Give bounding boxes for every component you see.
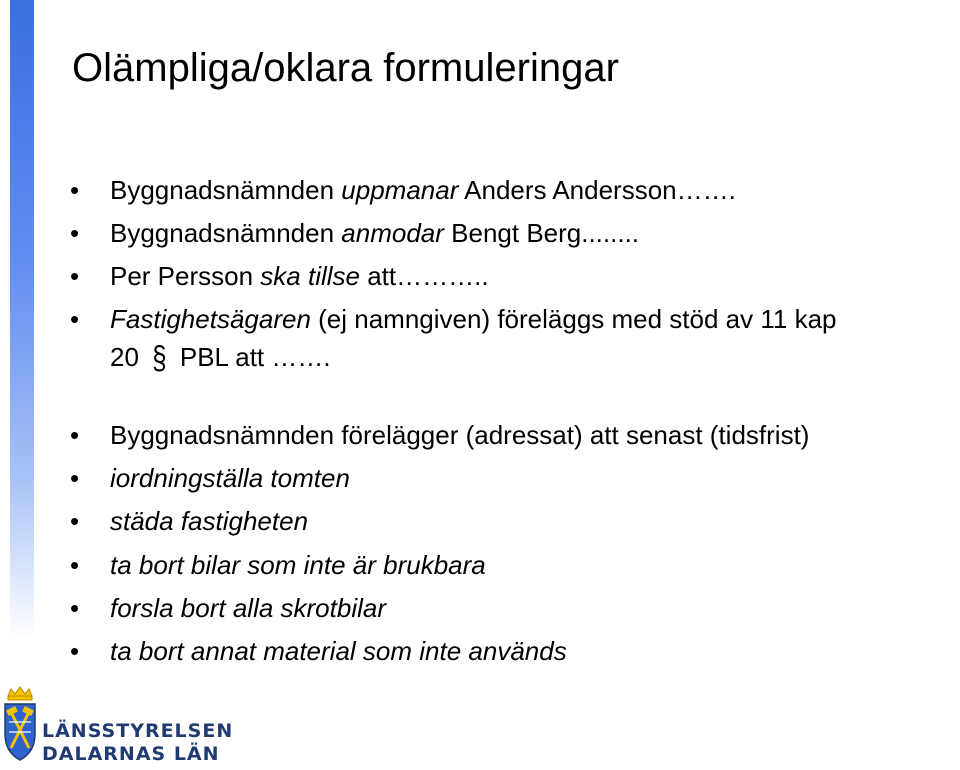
bullet-icon: • xyxy=(70,175,80,205)
continuation-text: 20 xyxy=(110,342,147,372)
bullet-icon: • xyxy=(70,261,80,291)
bullet-text-italic: anmodar xyxy=(341,218,444,248)
bullet-icon: • xyxy=(70,550,80,580)
slide-title: Olämpliga/oklara formuleringar xyxy=(72,46,619,90)
side-accent-bar xyxy=(10,0,34,640)
bullet-text-italic: ta bort bilar som inte är brukbara xyxy=(110,550,486,580)
bullet-icon: • xyxy=(70,506,80,536)
logo-line-1: LÄNSSTYRELSEN xyxy=(42,720,234,742)
lansstyrelsen-logo xyxy=(0,686,234,770)
bullet-text-italic: ta bort annat material som inte används xyxy=(110,636,567,666)
section-sign: § xyxy=(152,338,167,376)
bullet-icon: • xyxy=(70,218,80,248)
bullet-text-italic: iordningställa tomten xyxy=(110,463,350,493)
bullet-text-plain: att……….. xyxy=(360,261,489,291)
bullet-icon: • xyxy=(70,463,80,493)
coat-of-arms-icon xyxy=(0,686,40,770)
bullet-text-plain: Per Persson xyxy=(110,261,261,291)
bullet-icon: • xyxy=(70,636,80,666)
bullet-icon: • xyxy=(70,420,80,450)
continuation-text: PBL att ……. xyxy=(172,342,331,372)
bullet-icon: • xyxy=(70,593,80,623)
bullet-text-plain: Byggnadsnämnden förelägger (adressat) att senast (tidsfrist) xyxy=(110,420,810,450)
bullet-text-plain: (ej namngiven) föreläggs med stöd av 11 kap xyxy=(310,304,837,334)
bullet-text-italic: städa fastigheten xyxy=(110,506,309,536)
bullet-text-italic: Fastighetsägaren xyxy=(110,304,311,334)
bullet-text-plain: Anders Andersson……. xyxy=(458,175,736,205)
bullet-text-italic: uppmanar xyxy=(341,175,459,205)
bullet-text-italic: ska tillse xyxy=(260,261,360,291)
bullet-icon: • xyxy=(70,304,80,334)
logo-line-2: DALARNAS LÄN xyxy=(42,743,220,765)
bullet-text-plain: Bengt Berg........ xyxy=(443,218,640,248)
bullet-text-italic: forsla bort alla skrotbilar xyxy=(110,593,386,623)
bullet-continuation xyxy=(110,340,331,374)
bullet-text-plain: Byggnadsnämnden xyxy=(110,175,342,205)
bullet-text-plain: Byggnadsnämnden xyxy=(110,218,342,248)
